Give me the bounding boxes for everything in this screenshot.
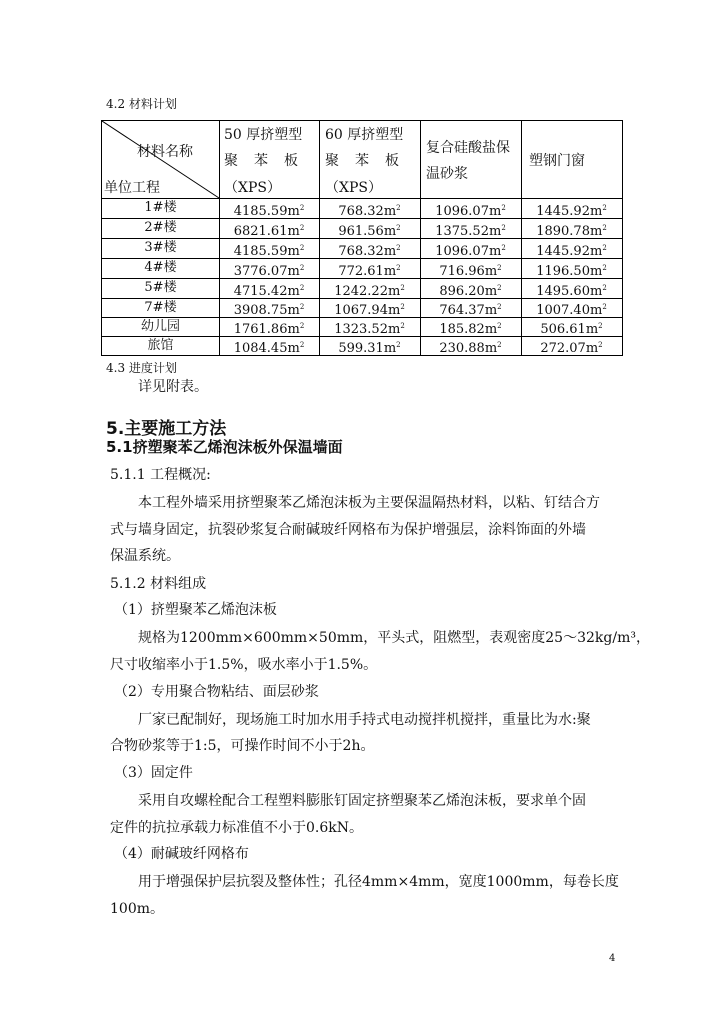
cell-value: 1096.07 xyxy=(435,204,489,219)
cell-unit-superscript: 2 xyxy=(396,244,401,252)
section-5-1-title: 5.1挤塑聚苯乙烯泡沫板外保温墙面 xyxy=(106,438,343,456)
table-row-name xyxy=(102,238,219,258)
cell-value: 1096.07 xyxy=(435,244,489,259)
cell-unit-superscript: 2 xyxy=(396,341,401,349)
cell-unit: m xyxy=(287,341,300,356)
cell-unit: m xyxy=(383,264,397,279)
table-row-name xyxy=(102,218,219,238)
table-cell xyxy=(420,278,521,298)
row-label: 3#楼 xyxy=(144,240,177,255)
cell-unit: m xyxy=(484,341,498,356)
table-cell xyxy=(420,258,521,278)
cell-value: 185.82 xyxy=(439,322,485,337)
paragraph-line: 本工程外墙采用挤塑聚苯乙烯泡沫板为主要保温隔热材料，以粘、钉结合方 xyxy=(138,495,600,511)
header-col3-line2: 温砂浆 xyxy=(426,166,468,182)
cell-unit-superscript: 2 xyxy=(602,303,607,311)
cell-unit-superscript: 2 xyxy=(299,204,305,212)
table-cell xyxy=(420,218,521,238)
cell-value: 896.20 xyxy=(439,284,485,299)
cell-unit: m xyxy=(383,204,397,219)
table-cell xyxy=(319,298,420,317)
table-cell xyxy=(420,317,521,336)
cell-unit-superscript: 2 xyxy=(497,341,502,349)
header-col1-line1: 50 厚挤塑型 xyxy=(224,127,303,143)
row-label: 1#楼 xyxy=(144,200,177,215)
section-5-title: 5.主要施工方法 xyxy=(106,419,227,439)
cell-value: 3908.75 xyxy=(233,303,288,318)
cell-unit-superscript: 2 xyxy=(299,303,305,311)
paragraph-line: 合物砂浆等于1:5，可操作时间不小于2h。 xyxy=(110,738,375,754)
table-cell xyxy=(219,258,319,278)
table-cell xyxy=(319,278,420,298)
header-col3-line1: 复合硅酸盐保 xyxy=(426,140,510,156)
table-cell xyxy=(420,198,521,218)
paragraph-line: 100m。 xyxy=(110,901,164,917)
cell-value: 506.61 xyxy=(540,322,586,337)
table-cell xyxy=(319,218,420,238)
table-cell xyxy=(521,258,622,278)
cell-value: 3776.07 xyxy=(233,264,288,279)
item-1-title: （1）挤塑聚苯乙烯泡沫板 xyxy=(114,602,277,618)
cell-unit-superscript: 2 xyxy=(497,284,502,292)
cell-unit: m xyxy=(589,284,603,299)
cell-unit-superscript: 2 xyxy=(400,284,405,292)
cell-unit-superscript: 2 xyxy=(501,224,506,232)
cell-unit: m xyxy=(383,224,397,239)
table-cell xyxy=(319,258,420,278)
table-cell xyxy=(319,336,420,355)
table-row-name xyxy=(102,298,219,317)
table-cell xyxy=(420,336,521,355)
section-5-1-2-heading: 5.1.2 材料组成 xyxy=(110,576,207,592)
section-4-3-heading: 4.3 进度计划 xyxy=(106,361,177,375)
row-label: 幼儿园 xyxy=(140,319,180,334)
cell-value: 6821.61 xyxy=(233,224,288,239)
cell-unit: m xyxy=(488,204,502,219)
cell-unit-superscript: 2 xyxy=(497,303,502,311)
row-label: 5#楼 xyxy=(144,280,177,295)
cell-unit-superscript: 2 xyxy=(598,322,603,330)
header-col2-line1: 60 厚挤塑型 xyxy=(325,127,404,143)
cell-value: 599.31 xyxy=(338,341,384,356)
cell-value: 772.61 xyxy=(338,264,384,279)
cell-unit: m xyxy=(287,244,300,259)
page-number: 4 xyxy=(609,953,616,964)
cell-value: 1890.78 xyxy=(536,224,590,239)
cell-value: 764.37 xyxy=(439,303,485,318)
header-col2-line2: 聚 苯 板 xyxy=(325,153,400,169)
paragraph-line: 式与墙身固定，抗裂砂浆复合耐碱玻纤网格布为保护增强层，涂料饰面的外墙 xyxy=(110,522,586,538)
item-4-title: （4）耐碱玻纤网格布 xyxy=(114,846,249,862)
cell-unit: m xyxy=(589,204,603,219)
cell-unit-superscript: 2 xyxy=(602,284,607,292)
cell-unit: m xyxy=(585,322,599,337)
table-cell xyxy=(521,336,622,355)
cell-value: 716.96 xyxy=(439,264,485,279)
cell-value: 1375.52 xyxy=(435,224,489,239)
cell-unit: m xyxy=(589,244,603,259)
table-cell xyxy=(319,238,420,258)
cell-unit: m xyxy=(287,284,300,299)
cell-value: 1067.94 xyxy=(334,303,388,318)
table-cell xyxy=(420,238,521,258)
table-row-name xyxy=(102,278,219,298)
cell-unit: m xyxy=(387,322,401,337)
cell-unit-superscript: 2 xyxy=(396,264,401,272)
table-row-name xyxy=(102,317,219,336)
cell-unit: m xyxy=(387,284,401,299)
cell-unit-superscript: 2 xyxy=(602,264,607,272)
table-cell xyxy=(521,238,622,258)
table-cell xyxy=(521,218,622,238)
header-unit-project: 单位工程 xyxy=(104,180,160,196)
item-2-title: （2）专用聚合物粘结、面层砂浆 xyxy=(114,684,319,700)
table-row-name xyxy=(102,198,219,218)
section-4-2-heading: 4.2 材料计划 xyxy=(106,97,177,111)
cell-unit: m xyxy=(589,264,603,279)
table-cell xyxy=(219,218,319,238)
header-col4: 塑钢门窗 xyxy=(529,153,585,169)
cell-unit-superscript: 2 xyxy=(299,341,305,349)
cell-unit-superscript: 2 xyxy=(602,204,607,212)
table-cell xyxy=(420,298,521,317)
table-cell xyxy=(219,198,319,218)
cell-value: 961.56 xyxy=(338,224,384,239)
cell-unit: m xyxy=(287,322,300,337)
cell-unit-superscript: 2 xyxy=(602,224,607,232)
cell-value: 4715.42 xyxy=(233,284,288,299)
table-cell xyxy=(219,238,319,258)
cell-unit: m xyxy=(589,303,603,318)
table-cell xyxy=(521,198,622,218)
cell-unit-superscript: 2 xyxy=(602,244,607,252)
cell-value: 1323.52 xyxy=(334,322,388,337)
header-col2-line3: （XPS） xyxy=(325,180,382,196)
table-cell xyxy=(219,336,319,355)
table-cell xyxy=(521,278,622,298)
paragraph-line: 采用自攻螺栓配合工程塑料膨胀钉固定挤塑聚苯乙烯泡沫板，要求单个固 xyxy=(138,793,586,809)
table-cell xyxy=(521,317,622,336)
cell-unit-superscript: 2 xyxy=(400,322,405,330)
cell-unit: m xyxy=(387,303,401,318)
item-3-title: （3）固定件 xyxy=(114,765,193,781)
cell-value: 4185.59 xyxy=(233,244,288,259)
cell-unit: m xyxy=(287,204,300,219)
table-cell xyxy=(219,298,319,317)
cell-unit-superscript: 2 xyxy=(497,264,502,272)
cell-unit: m xyxy=(287,303,300,318)
paragraph-line: 厂家已配制好，现场施工时加水用手持式电动搅拌机搅拌，重量比为水:聚 xyxy=(138,712,591,728)
cell-unit-superscript: 2 xyxy=(497,322,502,330)
cell-value: 1495.60 xyxy=(536,284,590,299)
table-cell xyxy=(219,278,319,298)
cell-unit-superscript: 2 xyxy=(299,244,305,252)
cell-value: 1445.92 xyxy=(536,244,590,259)
cell-unit: m xyxy=(484,284,498,299)
cell-value: 768.32 xyxy=(338,244,384,259)
cell-unit: m xyxy=(383,341,397,356)
cell-value: 272.07 xyxy=(540,341,586,356)
cell-unit-superscript: 2 xyxy=(299,264,305,272)
paragraph-line: 定件的抗拉承载力标准值不小于0.6kN。 xyxy=(110,820,363,836)
row-label: 4#楼 xyxy=(144,260,177,275)
cell-value: 1242.22 xyxy=(334,284,388,299)
paragraph-line: 规格为1200mm×600mm×50mm，平头式，阻燃型，表观密度25～32kg/m³， xyxy=(138,630,650,646)
cell-unit: m xyxy=(488,244,502,259)
paragraph-line: 尺寸收缩率小于1.5%，吸水率小于1.5%。 xyxy=(110,657,378,673)
cell-value: 1084.45 xyxy=(233,341,288,356)
row-label: 2#楼 xyxy=(144,220,177,235)
header-col1-line2: 聚 苯 板 xyxy=(224,153,299,169)
cell-unit-superscript: 2 xyxy=(501,204,506,212)
row-label: 旅馆 xyxy=(147,338,174,353)
row-label: 7#楼 xyxy=(144,300,177,315)
paragraph-line: 用于增强保护层抗裂及整体性；孔径4mm×4mm，宽度1000mm，每卷长度 xyxy=(138,874,619,890)
cell-unit: m xyxy=(484,303,498,318)
cell-unit-superscript: 2 xyxy=(400,303,405,311)
cell-unit-superscript: 2 xyxy=(299,224,305,232)
cell-unit: m xyxy=(484,322,498,337)
cell-unit-superscript: 2 xyxy=(299,284,305,292)
cell-unit-superscript: 2 xyxy=(299,322,305,330)
header-material-name: 材料名称 xyxy=(137,144,193,160)
cell-unit: m xyxy=(585,341,599,356)
cell-unit: m xyxy=(287,224,300,239)
cell-unit-superscript: 2 xyxy=(396,204,401,212)
section-4-3-body: 详见附表。 xyxy=(138,379,208,395)
cell-value: 1761.86 xyxy=(233,322,288,337)
cell-unit-superscript: 2 xyxy=(396,224,401,232)
material-plan-table xyxy=(101,120,623,356)
cell-unit: m xyxy=(383,244,397,259)
table-cell xyxy=(219,317,319,336)
cell-value: 1196.50 xyxy=(536,264,590,279)
cell-unit-superscript: 2 xyxy=(598,341,603,349)
table-row-name xyxy=(102,336,219,355)
section-5-1-1-heading: 5.1.1 工程概况: xyxy=(110,467,211,483)
cell-value: 768.32 xyxy=(338,204,384,219)
cell-value: 230.88 xyxy=(439,341,485,356)
cell-unit: m xyxy=(484,264,498,279)
cell-value: 4185.59 xyxy=(233,204,288,219)
cell-unit: m xyxy=(488,224,502,239)
table-row-name xyxy=(102,258,219,278)
cell-value: 1007.40 xyxy=(536,303,590,318)
header-col1-line3: （XPS） xyxy=(224,180,281,196)
paragraph-line: 保温系统。 xyxy=(110,548,180,564)
table-cell xyxy=(319,317,420,336)
cell-unit: m xyxy=(287,264,300,279)
table-cell xyxy=(319,198,420,218)
cell-value: 1445.92 xyxy=(536,204,590,219)
cell-unit-superscript: 2 xyxy=(501,244,506,252)
table-cell xyxy=(521,298,622,317)
cell-unit: m xyxy=(589,224,603,239)
